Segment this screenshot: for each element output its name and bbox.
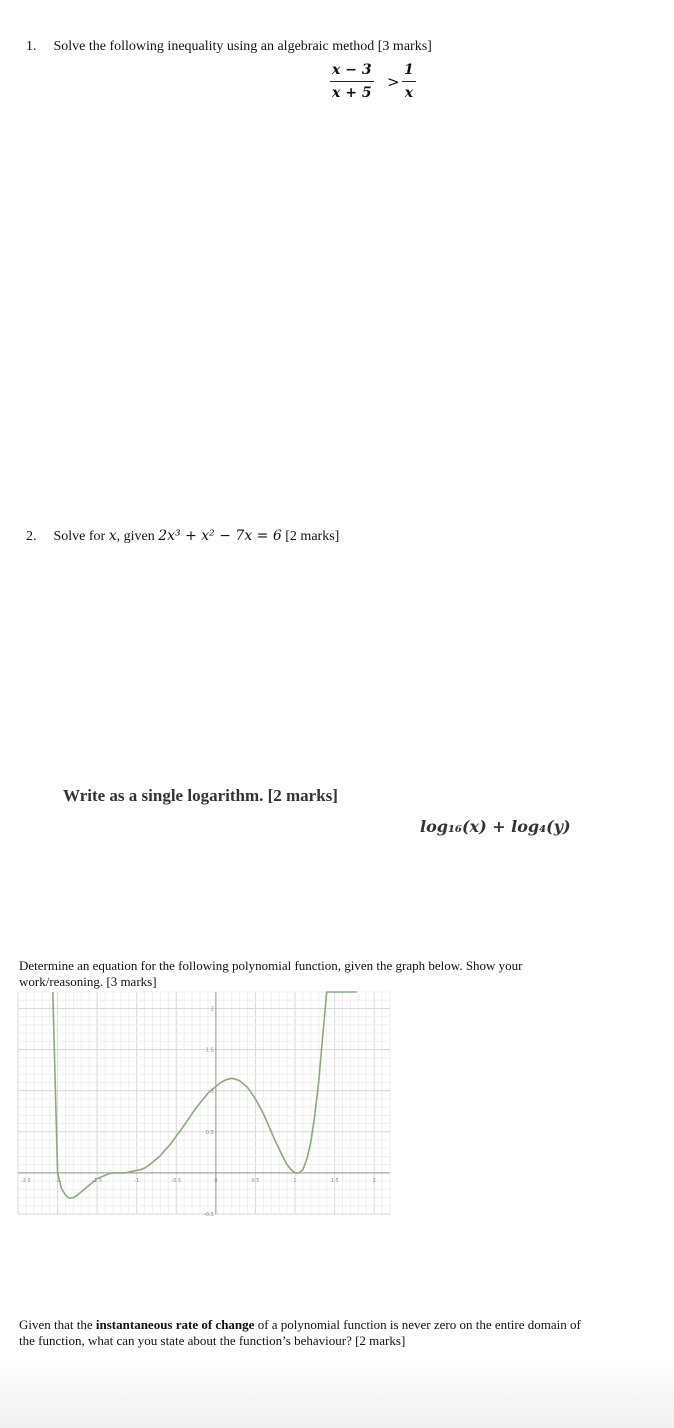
question-text-mid: , given	[116, 529, 159, 544]
rate-of-change-question-line-1	[19, 1317, 581, 1333]
cubic-equation: 2x³ + x² − 7x = 6	[158, 528, 282, 544]
x-tick-label: 1	[293, 1177, 297, 1184]
rate-of-change-question-line-2: the function, what can you state about the function’s behaviour? [2 marks]	[19, 1333, 406, 1348]
question-1	[26, 39, 432, 55]
lhs-numerator: x − 3	[332, 62, 372, 78]
x-tick-label: -2.5	[21, 1177, 31, 1184]
x-tick-label: -1.5	[92, 1177, 103, 1184]
question-number: 2.	[26, 529, 37, 544]
x-tick-label: 1.5	[330, 1177, 339, 1184]
question-2	[26, 528, 339, 545]
polynomial-graph	[18, 992, 390, 1218]
lhs-denominator: x + 5	[332, 85, 372, 101]
x-tick-label: -1	[134, 1177, 140, 1184]
y-tick-label: 1.5	[205, 1047, 214, 1054]
logarithm-expression: log₁₆(x) + log₄(y)	[420, 817, 571, 836]
rhs-numerator: 1	[404, 62, 414, 78]
y-tick-label: 2	[210, 1006, 214, 1013]
x-tick-label: 2	[372, 1177, 376, 1184]
logarithm-question: Write as a single logarithm. [2 marks]	[63, 786, 338, 805]
rate-question-prefix: Given that the	[19, 1317, 96, 1332]
inequality-lhs-fraction	[330, 62, 374, 101]
question-number: 1.	[26, 39, 37, 54]
page-bottom-shadow	[0, 1360, 674, 1428]
inequality-rhs-fraction	[402, 62, 416, 101]
question-variable: x	[108, 528, 117, 544]
question-text-prefix: Solve for	[53, 529, 109, 544]
y-tick-label: 0.5	[205, 1129, 214, 1136]
rate-question-bold: instantaneous rate of change	[95, 1317, 255, 1332]
x-tick-label: 0	[214, 1177, 218, 1184]
polynomial-question-line-2: work/reasoning. [3 marks]	[19, 974, 157, 989]
x-tick-label: 0.5	[251, 1177, 260, 1184]
x-tick-label: -2	[55, 1177, 61, 1184]
inequality-operator: >	[387, 73, 400, 91]
y-tick-label: 1	[210, 1088, 214, 1095]
question-text: Solve the following inequality using an algebraic method [3 marks]	[53, 39, 432, 54]
polynomial-question-line-1: Determine an equation for the following polynomial function, given the graph below. Show your	[19, 958, 523, 973]
y-tick-label: -0.5	[204, 1212, 214, 1218]
x-tick-label: -0.5	[171, 1177, 182, 1184]
rate-question-suffix: of a polynomial function is never zero on the entire domain of	[254, 1317, 581, 1332]
question-marks: [2 marks]	[281, 529, 340, 544]
rhs-denominator: x	[404, 85, 414, 101]
